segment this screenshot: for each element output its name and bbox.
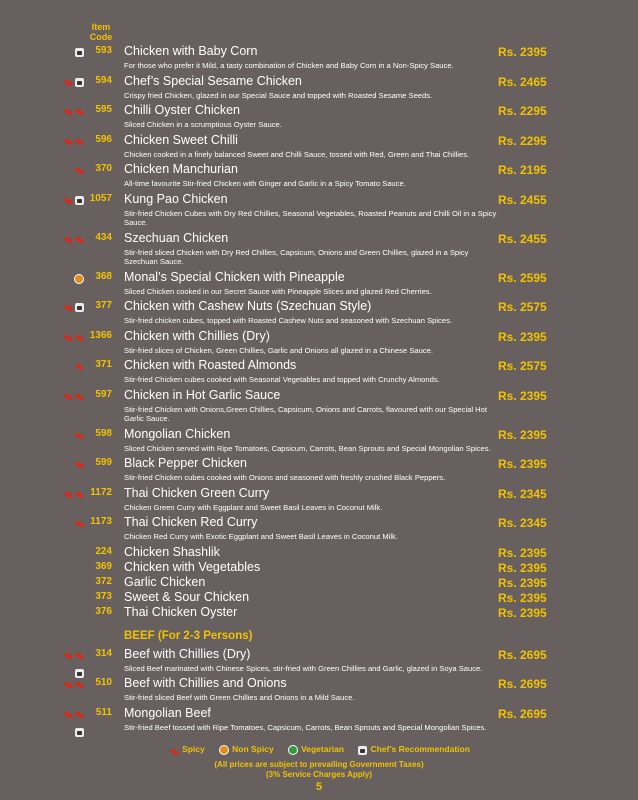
item-name: Chicken Shashlik <box>124 544 220 559</box>
item-description: Sliced Chicken served with Ripe Tomatoes, Capsicum, Carrots, Bean Sprouts and Special Mongolian Spices. <box>124 443 491 453</box>
legend-non-spicy <box>217 744 274 754</box>
menu-item-row <box>0 103 638 120</box>
menu-item-icons <box>58 165 84 176</box>
menu-item <box>0 192 638 231</box>
menu-item <box>0 133 638 163</box>
menu-item <box>0 231 638 270</box>
menu-item <box>0 575 638 590</box>
menu-item-row <box>0 329 638 346</box>
item-price: Rs. 2695 <box>498 647 547 662</box>
item-description: Chicken Green Curry with Eggplant and Sweet Basil Leaves in Coconut Milk. <box>124 502 383 512</box>
menu-item <box>0 270 638 300</box>
item-price: Rs. 2345 <box>498 516 547 530</box>
item-price: Rs. 2395 <box>498 457 547 471</box>
item-description: Stir-fried sliced Chicken with Dry Red Chillies, Capsicum, Onions and Green Chillies, glazed in a Spicy Szechuan Sauce. <box>124 247 469 266</box>
chili-icon <box>75 710 85 718</box>
menu-item <box>0 605 638 620</box>
menu-item-row <box>0 647 638 664</box>
menu-item-row <box>0 162 638 179</box>
menu-item-row <box>0 427 638 444</box>
menu-item-row <box>0 515 638 532</box>
item-price: Rs. 2395 <box>498 45 547 59</box>
item-code-header: Item Code <box>89 22 113 42</box>
chili-icon <box>64 108 74 116</box>
menu-list <box>0 44 638 735</box>
item-name: Chicken with Chillies (Dry) <box>124 328 270 343</box>
page-number: 5 <box>315 781 323 793</box>
non-spicy-icon <box>219 745 229 755</box>
chili-icon <box>170 748 180 756</box>
item-name: Beef with Chillies and Onions <box>124 676 287 690</box>
menu-item-row <box>0 133 638 150</box>
chili-icon <box>64 235 74 243</box>
chef-hat-icon <box>75 303 84 312</box>
item-name: Black Pepper Chicken <box>124 456 247 470</box>
item-description: Stir-fried sliced Beef with Green Chillies and Onions in a Mild Sauce. <box>124 693 355 702</box>
item-price: Rs. 2395 <box>498 545 547 560</box>
item-description: Stir-fried Chicken Cubes with Dry Red Chillies, Seasonal Vegetables, Roasted Peanuts and Chilli Oil in a Spicy Sauce. <box>124 208 497 227</box>
item-code: 597 <box>95 388 112 400</box>
item-name: Chicken Sweet Chilli <box>124 132 238 147</box>
menu-item <box>0 560 638 575</box>
item-code: 1366 <box>89 329 112 341</box>
item-name: Thai Chicken Green Curry <box>124 485 270 500</box>
item-price: Rs. 2395 <box>498 388 547 403</box>
item-price: Rs. 2395 <box>498 575 547 590</box>
item-name: Beef with Chillies (Dry) <box>124 646 251 661</box>
menu-item-icons <box>58 391 84 402</box>
menu-item-row <box>0 676 638 693</box>
chili-icon <box>75 333 85 341</box>
beef-section-title: BEEF (For 2-3 Persons) <box>124 629 253 642</box>
chef-hat-icon <box>75 48 84 57</box>
chef-hat-icon <box>75 196 84 205</box>
item-code: 377 <box>95 300 112 311</box>
vegetarian-icon <box>288 745 298 755</box>
menu-item-row <box>0 575 638 590</box>
menu-item-icons <box>58 77 84 88</box>
chili-icon <box>64 137 74 145</box>
chili-icon <box>64 196 74 204</box>
chili-icon <box>64 490 74 498</box>
item-code: 373 <box>95 590 112 602</box>
item-name: Chicken with Roasted Almonds <box>124 358 297 372</box>
menu-item-icons <box>58 47 84 58</box>
menu-item <box>0 44 638 74</box>
chef-hat-icon <box>75 728 84 737</box>
item-code: 371 <box>95 359 112 370</box>
menu-item <box>0 162 638 192</box>
chili-icon <box>75 392 85 400</box>
menu-item-row <box>0 456 638 473</box>
item-price: Rs. 2395 <box>498 560 547 575</box>
legend-spicy-label: Spicy <box>182 744 205 754</box>
item-code: 370 <box>95 163 112 174</box>
item-price: Rs. 2195 <box>498 163 547 177</box>
item-description: All-time favourite Stir-fried Chicken with Ginger and Garlic in a Spicy Tomato Sauce. <box>124 179 406 188</box>
beef-items <box>0 647 638 736</box>
item-price: Rs. 2695 <box>498 677 547 691</box>
item-code: 595 <box>95 104 112 115</box>
menu-item <box>0 299 638 329</box>
menu-item-icons <box>58 195 84 206</box>
item-description: Stir-fried Chicken cubes cooked with Seasonal Vegetables and topped with Crunchy Almonds. <box>124 375 440 384</box>
item-name: Chilli Oyster Chicken <box>124 103 241 117</box>
legend-vegetarian-label: Vegetarian <box>301 744 345 754</box>
menu-item-icons <box>58 106 84 117</box>
chili-icon <box>75 235 85 243</box>
service-charge-note: (3% Service Charges Apply) <box>266 770 372 779</box>
menu-item-row <box>0 486 638 503</box>
menu-item <box>0 103 638 133</box>
menu-item-icons <box>58 650 84 661</box>
item-price: Rs. 2595 <box>498 270 547 285</box>
chicken-items <box>0 44 638 545</box>
item-description: Sliced Chicken cooked in our Secret Sauce with Pineapple Slices and glazed Red Cherries. <box>124 286 432 296</box>
item-code: 596 <box>95 133 112 145</box>
menu-item <box>0 486 638 516</box>
item-price: Rs. 2395 <box>498 329 547 344</box>
item-name: Monal’s Special Chicken with Pineapple <box>124 269 345 284</box>
item-code: 594 <box>95 74 112 86</box>
chili-icon <box>75 108 85 116</box>
item-price: Rs. 2575 <box>498 359 547 373</box>
chili-icon <box>64 304 74 312</box>
menu-item-row <box>0 560 638 575</box>
menu-item <box>0 427 638 457</box>
chef-hat-icon <box>358 746 367 755</box>
tax-note: (All prices are subject to prevailing Government Taxes) <box>214 760 424 769</box>
item-name: Garlic Chicken <box>124 574 206 589</box>
menu-item-icons <box>58 489 84 500</box>
item-name: Chicken Manchurian <box>124 162 238 176</box>
menu-item <box>0 545 638 560</box>
legend-spicy <box>168 744 205 754</box>
non-spicy-icon <box>74 274 84 284</box>
menu-item <box>0 456 638 486</box>
item-name: Thai Chicken Red Curry <box>124 515 258 529</box>
item-price: Rs. 2455 <box>498 231 547 246</box>
menu-item-row <box>0 358 638 375</box>
menu-item-row <box>0 231 638 248</box>
item-price: Rs. 2345 <box>498 486 547 501</box>
item-description: Sliced Chicken in a scrumptious Oyster Sauce. <box>124 120 282 129</box>
chili-icon <box>75 520 85 528</box>
item-code: 372 <box>95 575 112 587</box>
menu-item-icons <box>58 136 84 147</box>
menu-item-icons <box>58 430 84 441</box>
chili-icon <box>64 333 74 341</box>
chef-hat-icon <box>75 78 84 87</box>
menu-item <box>0 74 638 104</box>
chili-icon <box>75 431 85 439</box>
item-code: 368 <box>95 270 112 282</box>
item-code: 224 <box>95 545 112 557</box>
item-description: Sliced Beef marinated with Chinese Spices, stir-fried with Green Chillies and Garlic, glazed in Soya Sauce. <box>124 663 483 673</box>
item-code: 599 <box>95 457 112 468</box>
menu-item <box>0 358 638 388</box>
item-description: Stir-fried slices of Chicken, Green Chillies, Garlic and Onions all glazed in a Chinese Sauce. <box>124 345 433 355</box>
menu-item-row <box>0 192 638 209</box>
menu-item <box>0 515 638 545</box>
menu-item-row <box>0 605 638 620</box>
item-description: Chicken Red Curry with Exotic Eggplant and Sweet Basil Leaves in Coconut Milk. <box>124 532 398 541</box>
menu-item-icons <box>58 302 84 313</box>
item-name: Szechuan Chicken <box>124 230 229 245</box>
item-description: Crispy fried Chicken, glazed in our Special Sauce and topped with Roasted Sesame Seeds. <box>124 90 433 100</box>
menu-item <box>0 676 638 706</box>
menu-item-icons <box>58 273 84 284</box>
item-code: 434 <box>95 231 112 243</box>
item-price: Rs. 2455 <box>498 192 547 207</box>
chili-icon <box>64 78 74 86</box>
item-name: Chicken with Baby Corn <box>124 44 258 58</box>
item-price: Rs. 2395 <box>498 427 547 442</box>
item-description: Chicken cooked in a finely balanced Sweet and Chilli Sauce, tossed with Red, Green and Thai Chillies. <box>124 149 470 159</box>
chili-icon <box>75 461 85 469</box>
item-price: Rs. 2295 <box>498 104 547 118</box>
item-code: 511 <box>95 706 112 718</box>
menu-item-row <box>0 706 638 723</box>
item-code: 1057 <box>89 192 112 204</box>
item-price: Rs. 2575 <box>498 300 547 314</box>
menu-item <box>0 590 638 605</box>
chili-icon <box>64 392 74 400</box>
item-code: 369 <box>95 560 112 572</box>
chili-icon <box>64 681 74 689</box>
item-code: 314 <box>95 647 112 659</box>
item-description: Stir-fried Chicken cubes cooked with Onions and seasoned with freshly crushed Black Peppers. <box>124 473 446 482</box>
item-price: Rs. 2395 <box>498 590 547 605</box>
menu-item-row <box>0 388 638 405</box>
item-name: Thai Chicken Oyster <box>124 604 238 619</box>
menu-item-icons <box>58 234 84 245</box>
item-code: 593 <box>95 45 112 56</box>
chili-icon <box>64 710 74 718</box>
chili-icon <box>75 363 85 371</box>
menu-item-icons <box>58 361 84 372</box>
menu-item-icons <box>58 459 84 470</box>
menu-item-icons <box>58 332 84 343</box>
item-name: Chicken in Hot Garlic Sauce <box>124 387 281 402</box>
chili-icon <box>75 167 85 175</box>
item-code: 376 <box>95 605 112 617</box>
price-notes <box>0 760 638 780</box>
item-name: Kung Pao Chicken <box>124 191 228 206</box>
menu-item-icons <box>58 518 84 529</box>
item-name: Sweet & Sour Chicken <box>124 589 250 604</box>
item-name: Chicken with Vegetables <box>124 559 261 574</box>
item-name: Mongolian Chicken <box>124 426 231 441</box>
item-price: Rs. 2465 <box>498 74 547 89</box>
item-name: Chicken with Cashew Nuts (Szechuan Style) <box>124 299 372 313</box>
menu-item-row <box>0 74 638 91</box>
menu-item-row <box>0 590 638 605</box>
item-price: Rs. 2395 <box>498 605 547 620</box>
item-name: Chef’s Special Sesame Chicken <box>124 73 302 88</box>
chili-icon <box>75 651 85 659</box>
chicken-simple-items <box>0 545 638 620</box>
menu-item-icons <box>58 679 84 690</box>
legend-chef <box>356 744 470 754</box>
beef-section-header <box>0 627 638 647</box>
menu-item <box>0 388 638 427</box>
item-code: 1172 <box>90 486 112 498</box>
legend-chef-label: Chef’s Recommendation <box>370 744 470 754</box>
item-code: 510 <box>95 677 112 688</box>
menu-item <box>0 706 638 736</box>
item-price: Rs. 2695 <box>498 706 547 721</box>
item-description: Stir-fried Beef tossed with Ripe Tomatoes, Capsicum, Carrots, Bean Sprouts and Special Mongolian Spices. <box>124 722 487 732</box>
item-description: Stir-fried Chicken with Onions,Green Chillies, Capsicum, Onions and Carrots, flavoured with our Special Hot Garlic Sauce. <box>124 404 487 423</box>
chili-icon <box>75 681 85 689</box>
menu-item-row <box>0 299 638 316</box>
item-description: For those who prefer it Mild, a tasty combination of Chicken and Baby Corn in a Non-Spicy Sauce. <box>124 61 454 70</box>
item-price: Rs. 2295 <box>498 133 547 148</box>
menu-item <box>0 329 638 359</box>
menu-item-row <box>0 270 638 287</box>
menu-item-row <box>0 44 638 61</box>
legend-vegetarian <box>286 744 344 754</box>
legend-non-spicy-label: Non Spicy <box>232 744 274 754</box>
legend <box>0 744 638 755</box>
chili-icon <box>75 490 85 498</box>
menu-item-icons <box>58 709 84 720</box>
item-code: 1173 <box>90 516 112 527</box>
menu-item <box>0 647 638 677</box>
chili-icon <box>75 137 85 145</box>
item-description: Stir-fried chicken cubes, topped with Roasted Cashew Nuts and seasoned with Szechuan Spices. <box>124 316 452 325</box>
chili-icon <box>64 651 74 659</box>
menu-item-row <box>0 545 638 560</box>
item-code: 598 <box>95 427 112 439</box>
item-name: Mongolian Beef <box>124 705 211 720</box>
